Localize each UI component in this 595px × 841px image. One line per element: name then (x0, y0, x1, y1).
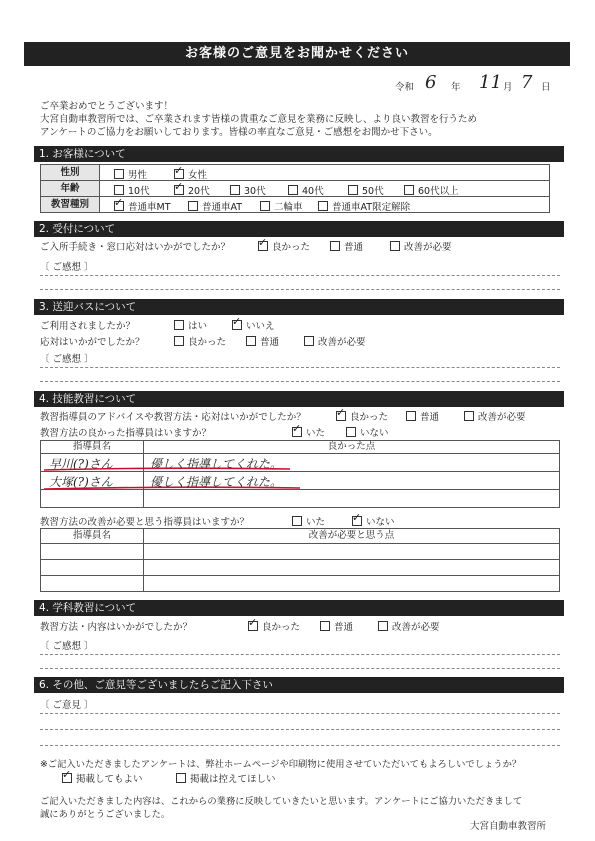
closing-line: ご記入いただきました内容は、これからの業務に反映していきたいと思います。アンケートにご協力いただきまして (40, 796, 523, 807)
bad-instructor-option-no[interactable]: ✓ いない (352, 514, 395, 528)
table-row[interactable] (40, 559, 144, 576)
checkbox-icon[interactable] (188, 201, 198, 211)
date-day-unit: 日 (541, 82, 551, 93)
age-options (99, 180, 550, 197)
bus-question-use: ご利用されましたか？ (40, 321, 136, 332)
other-comment-label: 〔 ご意見 〕 (40, 700, 94, 711)
bad-instructor-table (40, 528, 560, 592)
good-instructor-option-yes[interactable]: ✓ いた (292, 425, 325, 439)
checkbox-icon[interactable] (174, 320, 184, 330)
checkbox-checked-icon[interactable] (174, 185, 184, 195)
age-option-40s[interactable]: 40代 (288, 183, 324, 197)
reception-question: ご入所手続き・窓口応対はいかがでしたか？ (40, 242, 231, 253)
age-option-50s[interactable]: 50代 (348, 183, 384, 197)
gender-option-male[interactable]: 男性 (114, 167, 147, 181)
checkbox-checked-icon[interactable] (258, 241, 268, 251)
class-option-normal[interactable]: 普通 (320, 619, 353, 633)
checkbox-checked-icon[interactable] (352, 516, 362, 526)
reception-comment-label: 〔 ご感想 〕 (40, 262, 94, 273)
section-3-header: 3. 送迎バスについて (34, 299, 564, 315)
checkbox-checked-icon[interactable] (62, 773, 72, 783)
comment-line[interactable] (40, 381, 560, 382)
bus-use-option-yes[interactable]: はい (174, 318, 207, 332)
publish-option-decline[interactable]: 掲載は控えてほしい (176, 771, 276, 785)
section-4-header: 4. 技能教習について (34, 391, 564, 407)
course-options (99, 196, 550, 213)
date-row (395, 74, 575, 96)
bus-service-option-needs-improvement[interactable]: 改善が必要 (304, 334, 366, 348)
age-option-10s[interactable]: 10代 (114, 183, 150, 197)
checkbox-icon[interactable] (390, 241, 400, 251)
course-option-at-removal[interactable]: 普通車AT限定解除 (318, 199, 410, 213)
reception-option-good[interactable]: ✓ 良かった (258, 239, 310, 253)
checkbox-icon[interactable] (330, 241, 340, 251)
checkbox-icon[interactable] (176, 773, 186, 783)
good-instructor-point: 優しく指導してくれた。 (150, 457, 283, 471)
gender-options (99, 164, 550, 181)
red-underline-marks (40, 440, 560, 512)
comment-line[interactable] (40, 289, 560, 290)
bad-instructor-option-yes[interactable]: いた (292, 514, 325, 528)
comment-line[interactable] (40, 668, 560, 669)
form-title: お客様のご意見をお聞かせください (24, 42, 570, 66)
intro-line: 大宮自動車教習所では、ご卒業されます皆様の貴重なご意見を業務に反映し、より良い教習を行うため (40, 114, 478, 125)
customer-table (40, 164, 550, 214)
checkbox-icon[interactable] (292, 516, 302, 526)
bad-table-header-point: 改善が必要と思う点 (143, 528, 560, 544)
date-day[interactable]: 7 (521, 72, 533, 93)
comment-line[interactable] (40, 745, 560, 746)
bus-service-option-normal[interactable]: 普通 (246, 334, 279, 348)
good-instructor-name: 大塚(?)さん (49, 475, 113, 489)
checkbox-icon[interactable] (230, 185, 240, 195)
checkbox-icon[interactable] (304, 336, 314, 346)
footer-org: 大宮自動車教習所 (470, 821, 547, 832)
checkbox-checked-icon[interactable] (248, 621, 258, 631)
checkbox-checked-icon[interactable] (292, 427, 302, 437)
date-month-unit: 月 (503, 82, 513, 93)
reception-option-normal[interactable]: 普通 (330, 239, 363, 253)
intro-line: アンケートのご協力をお願いしております。皆様の率直なご意見・ご感想をお聞かせ下さい。 (40, 127, 438, 138)
gender-option-female[interactable]: ✓ 女性 (174, 167, 207, 181)
intro-text (40, 100, 477, 139)
intro-line: ご卒業おめでとうございます！ (40, 101, 174, 112)
age-option-60s-plus[interactable]: 60代以上 (404, 183, 459, 197)
good-table-header-name: 指導員名 (40, 440, 144, 454)
checkbox-icon[interactable] (174, 336, 184, 346)
course-option-at[interactable]: 普通車AT (188, 199, 242, 213)
date-year-unit: 年 (451, 82, 461, 93)
bus-use-option-no[interactable]: ✓ いいえ (232, 318, 275, 332)
checkbox-checked-icon[interactable] (114, 201, 124, 211)
checkbox-icon[interactable] (378, 621, 388, 631)
age-option-20s[interactable]: ✓ 20代 (174, 183, 210, 197)
date-year[interactable]: 6 (425, 72, 437, 93)
skill-question-bad-instructor: 教習方法の改善が必要と思う指導員はいますか？ (40, 517, 250, 528)
checkbox-checked-icon[interactable] (174, 169, 184, 179)
table-row[interactable] (143, 543, 560, 560)
checkbox-icon[interactable] (320, 621, 330, 631)
skill-advice-option-normal[interactable]: 普通 (406, 409, 439, 423)
class-option-good[interactable]: ✓ 良かった (248, 619, 300, 633)
section-5-header: 4. 学科教習について (34, 600, 564, 616)
skill-advice-option-good[interactable]: ✓ 良かった (336, 409, 388, 423)
checkbox-icon[interactable] (318, 201, 328, 211)
table-row[interactable] (40, 575, 144, 592)
age-option-30s[interactable]: 30代 (230, 183, 266, 197)
good-table-header-point: 良かった点 (143, 440, 560, 454)
course-label: 教習種別 (40, 196, 100, 213)
table-row[interactable] (143, 575, 560, 592)
checkbox-icon[interactable] (260, 201, 270, 211)
date-era: 令和 (395, 82, 415, 93)
good-instructor-point: 優しく指導してくれた。 (150, 475, 283, 489)
age-label: 年齢 (40, 180, 100, 197)
bus-service-option-good[interactable]: 良かった (174, 334, 226, 348)
checkbox-icon[interactable] (346, 427, 356, 437)
comment-line[interactable] (40, 367, 560, 368)
publish-notice: ※ご記入いただきましたアンケートは、弊社ホームページや印刷物に使用させていただいてもよろしいでしょうか？ (40, 759, 522, 770)
skill-advice-option-needs-improvement[interactable]: 改善が必要 (464, 409, 526, 423)
skill-question-good-instructor: 教習方法の良かった指導員はいますか？ (40, 428, 212, 439)
section-2-header: 2. 受付について (34, 221, 564, 237)
checkbox-icon[interactable] (246, 336, 256, 346)
good-instructor-table (40, 440, 560, 512)
checkbox-icon[interactable] (406, 411, 416, 421)
closing-text (40, 795, 522, 821)
skill-question-advice: 教習指導員のアドバイスや教習方法・応対はいかがでしたか？ (40, 412, 306, 423)
publish-option-allow[interactable]: ✓掲載してもよい (62, 771, 143, 785)
closing-line: 誠にありがとうございました。 (40, 809, 171, 820)
good-instructor-name: 早川(?)さん (49, 457, 113, 471)
table-row[interactable] (40, 543, 144, 560)
checkbox-icon[interactable] (114, 169, 124, 179)
section-1-header: 1. お客様について (34, 146, 564, 162)
table-row[interactable] (143, 559, 560, 576)
bus-comment-label: 〔 ご感想 〕 (40, 354, 94, 365)
checkbox-checked-icon[interactable] (336, 411, 346, 421)
comment-line[interactable] (40, 275, 560, 276)
checkbox-icon[interactable] (404, 185, 414, 195)
bad-table-header-name: 指導員名 (40, 528, 144, 544)
checkbox-icon[interactable] (288, 185, 298, 195)
course-option-mt[interactable]: ✓ 普通車MT (114, 199, 171, 213)
bus-question-service: 応対はいかがでしたか？ (40, 337, 145, 348)
comment-line[interactable] (40, 729, 560, 730)
class-comment-label: 〔 ご感想 〕 (40, 641, 94, 652)
checkbox-icon[interactable] (348, 185, 358, 195)
comment-line[interactable] (40, 654, 560, 655)
checkbox-icon[interactable] (464, 411, 474, 421)
comment-line[interactable] (40, 713, 560, 714)
reception-option-needs-improvement[interactable]: 改善が必要 (390, 239, 452, 253)
checkbox-checked-icon[interactable] (232, 320, 242, 330)
class-option-needs-improvement[interactable]: 改善が必要 (378, 619, 440, 633)
checkbox-icon[interactable] (114, 185, 124, 195)
section-6-header: 6. その他、ご意見等ございましたらご記入下さい (34, 677, 564, 693)
date-month[interactable]: 11 (479, 72, 502, 93)
course-option-motorcycle[interactable]: 二輪車 (260, 199, 303, 213)
good-instructor-option-no[interactable]: いない (346, 425, 389, 439)
gender-label: 性別 (40, 164, 100, 181)
class-question: 教習方法・内容はいかがでしたか？ (40, 622, 193, 633)
